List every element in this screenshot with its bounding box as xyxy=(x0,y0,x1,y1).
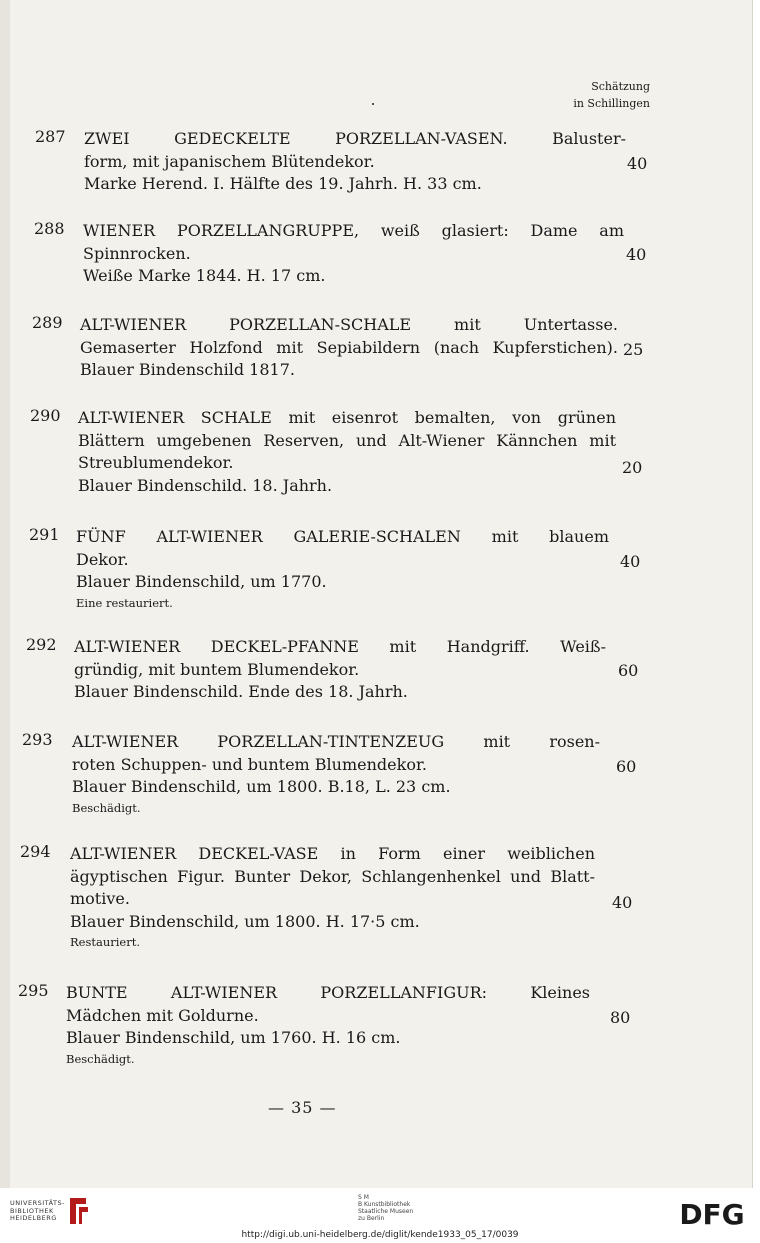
lot-number: 289 xyxy=(32,313,63,332)
entry-note: Restauriert. xyxy=(70,935,141,949)
entry-note: Eine restauriert. xyxy=(76,595,173,610)
entry-line: Blauer Bindenschild. Ende des 18. Jahrh. xyxy=(74,682,408,701)
entry-line: gründig, mit buntem Blumendekor. xyxy=(74,659,360,679)
estimate-price: 40 xyxy=(620,552,641,571)
estimate-price: 40 xyxy=(627,154,648,173)
header-line-1: Schätzung xyxy=(591,80,650,93)
entry-line: Mädchen mit Goldurne. xyxy=(66,1005,259,1025)
entry-line: Streublumendekor. xyxy=(78,453,234,472)
center-line: S M xyxy=(358,1194,369,1201)
entry-line: Blauer Bindenschild, um 1800. B.18, L. 23 cm. xyxy=(72,777,451,796)
uni-line: HEIDELBERG xyxy=(10,1214,57,1222)
entry-line: FÜNF ALT-WIENER GALERIE-SCHALEN mit blauem xyxy=(76,527,609,546)
estimate-price: 60 xyxy=(618,661,639,680)
price-column-header xyxy=(573,78,650,112)
entry-line: ALT-WIENER PORZELLAN-SCHALE mit Untertasse. xyxy=(80,315,618,334)
entry-line: form, mit japanischem Blütendekor. xyxy=(84,151,375,171)
entry-line: Blättern umgebenen Reserven, und Alt-Wiener Kännchen mit xyxy=(78,430,616,450)
estimate-price: 40 xyxy=(612,893,633,912)
estimate-price: 40 xyxy=(626,245,647,264)
estimate-price: 80 xyxy=(610,1008,631,1027)
header-line-2: in Schillingen xyxy=(573,97,650,110)
lot-number: 294 xyxy=(20,842,51,861)
estimate-price: 60 xyxy=(616,757,637,776)
estimate-price: 20 xyxy=(622,458,643,477)
entry-line: motive. xyxy=(70,889,130,908)
page-edge xyxy=(0,0,10,1188)
center-line: zu Berlin xyxy=(358,1215,385,1222)
university-library-label xyxy=(10,1200,65,1223)
entry-line: ALT-WIENER DECKEL-VASE in Form einer weiblichen xyxy=(70,844,595,863)
dfg-logo-icon xyxy=(674,1198,750,1228)
entry-line: ALT-WIENER PORZELLAN-TINTENZEUG mit rosen- xyxy=(72,732,600,751)
entry-line: Weiße Marke 1844. H. 17 cm. xyxy=(83,266,326,285)
dfg-logo xyxy=(674,1198,750,1232)
lot-number: 292 xyxy=(26,635,57,654)
entry-line: roten Schuppen- und buntem Blumendekor. xyxy=(72,754,427,774)
dfg-text: DFG xyxy=(679,1198,745,1228)
entry-line: ägyptischen Figur. Bunter Dekor, Schlangenhenkel und Blatt- xyxy=(70,866,595,886)
entry-line: BUNTE ALT-WIENER PORZELLANFIGUR: Kleines xyxy=(66,983,590,1002)
uni-line: UNIVERSITÄTS- xyxy=(10,1199,65,1207)
entry-line: Marke Herend. I. Hälfte des 19. Jahrh. H. 33 cm. xyxy=(84,174,482,193)
center-line: Staatliche Museen xyxy=(358,1208,414,1215)
center-line: B Kunstbibliothek xyxy=(358,1201,411,1208)
lot-number: 291 xyxy=(29,525,60,544)
entry-line: Blauer Bindenschild, um 1760. H. 16 cm. xyxy=(66,1028,401,1047)
lot-number: 288 xyxy=(34,219,65,238)
entry-note: Beschädigt. xyxy=(66,1051,135,1066)
lot-number: 295 xyxy=(18,981,49,1000)
entry-line: Blauer Bindenschild 1817. xyxy=(80,360,295,379)
entry-line: Blauer Bindenschild, um 1800. H. 17·5 cm. xyxy=(70,911,420,931)
heidelberg-logo-icon xyxy=(66,1196,92,1230)
estimate-price: 25 xyxy=(623,340,644,359)
lot-number: 287 xyxy=(35,127,66,146)
page-number: — 35 — xyxy=(268,1098,337,1117)
entry-line: Gemaserter Holzfond mit Sepiabildern (nach Kupferstichen). xyxy=(80,337,618,357)
entry-line: WIENER PORZELLANGRUPPE, weiß glasiert: Dame am xyxy=(83,221,624,240)
entry-line: Blauer Bindenschild, um 1770. xyxy=(76,572,327,591)
entry-line: ALT-WIENER DECKEL-PFANNE mit Handgriff. Weiß- xyxy=(74,637,606,656)
entry-line: Spinnrocken. xyxy=(83,243,191,263)
ink-dot xyxy=(372,103,374,105)
entry-line: ZWEI GEDECKELTE PORZELLAN-VASEN. Baluster- xyxy=(84,129,626,148)
lot-number: 293 xyxy=(22,730,53,749)
entry-line: Dekor. xyxy=(76,549,129,569)
entry-line: ALT-WIENER SCHALE mit eisenrot bemalten, von grünen xyxy=(78,408,616,427)
source-url[interactable]: http://digi.ub.uni-heidelberg.de/diglit/kende1933_05_17/0039 xyxy=(241,1230,519,1240)
kunstbibliothek-label xyxy=(358,1194,413,1222)
entry-note: Beschädigt. xyxy=(72,800,141,815)
entry-line: Blauer Bindenschild. 18. Jahrh. xyxy=(78,475,333,495)
lot-number: 290 xyxy=(30,406,61,425)
uni-line: BIBLIOTHEK xyxy=(10,1206,54,1215)
